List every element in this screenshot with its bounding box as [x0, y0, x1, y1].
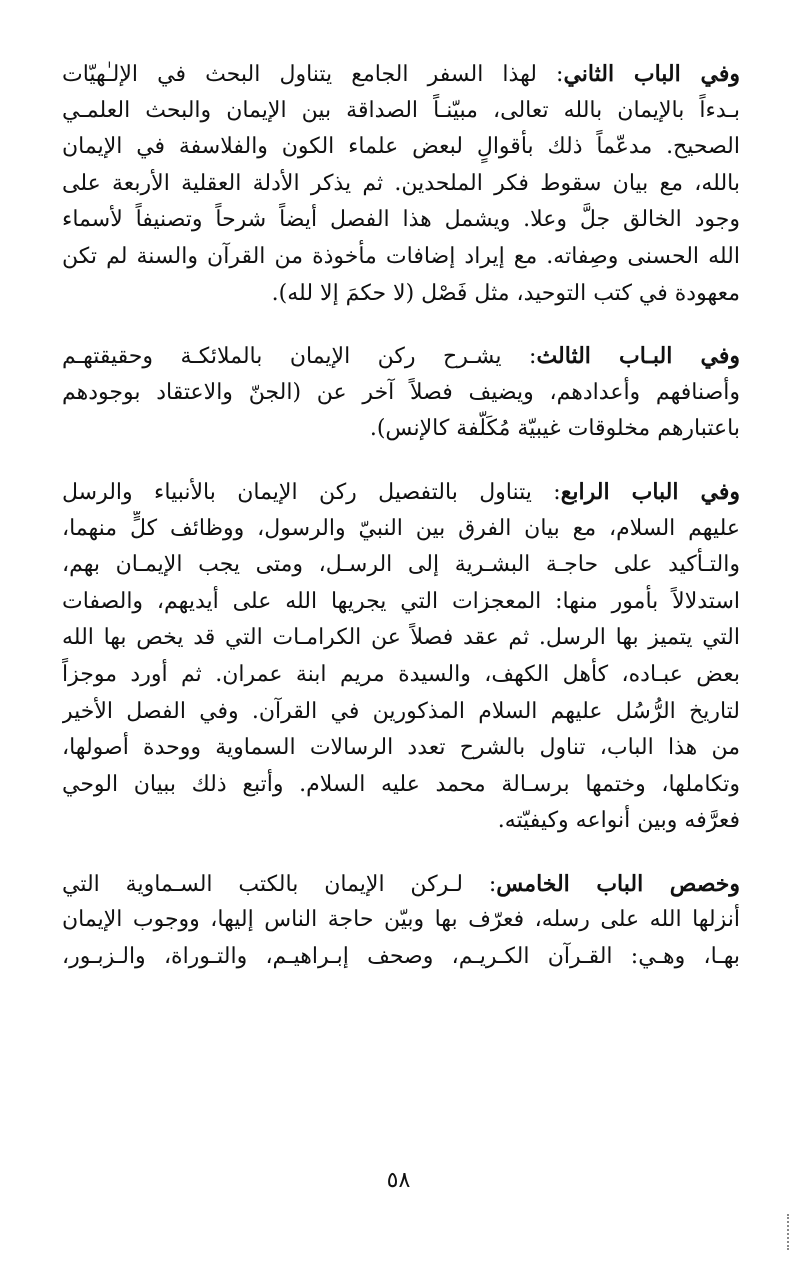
page-number: ٥٨	[386, 1168, 411, 1193]
text-line: أنزلها الله على رسله، فعرّف بها وبيّن حاجة الناس إليها، ووجوب الإيمان	[62, 907, 740, 933]
paragraph-lead: وفي الباب الثاني	[563, 61, 740, 87]
text-line: وتكاملها، وختمها برسـالة محمد عليه السلام. وأتبع ذلك ببيان الوحي	[62, 771, 740, 797]
text-line: استدلالاً بأمور منها: المعجزات التي يجريها الله على أيديهم، والصفات	[62, 588, 740, 614]
line-text: : يشـرح ركن الإيمان بالملائكـة وحقيقتهـم	[62, 344, 537, 370]
text-line: الصحيح. مدعّماً ذلك بأقوالٍ لبعض علماء الكون والفلاسفة في الإيمان	[62, 134, 740, 160]
text-line	[62, 56, 740, 93]
text-line: التي يتميز بها الرسل. ثم عقد فصلاً عن الكرامـات التي قد يخص بها الله	[62, 625, 740, 651]
line-text: : لهذا السفر الجامع يتناول البحث في الإلـٰهيّات	[62, 62, 564, 87]
paragraph-chapter-4	[62, 474, 740, 840]
text-line: من هذا الباب، تناول بالشرح تعدد الرسالات السماوية ووحدة أصولها،	[62, 735, 740, 761]
text-line: وجود الخالق جلَّ وعلا. ويشمل هذا الفصل أيضاً شرحاً وتصنيفاً لأسماء	[62, 207, 740, 233]
page-edge-mark	[783, 1214, 789, 1250]
paragraph-lead: وفي البـاب الثالث	[536, 343, 740, 370]
text-line: الله الحسنى وصِفاته. مع إيراد إضافات مأخوذة من القرآن والسنة لم تكن	[62, 243, 740, 269]
book-page	[62, 56, 740, 1002]
text-line: بـدءاً بالإيمان بالله تعالى، مبيّنـاً الصداقة بين الإيمان والبحث العلمـي	[62, 97, 740, 123]
paragraph-chapter-3	[62, 338, 740, 448]
paragraph-lead: وفي الباب الرابع	[560, 478, 740, 505]
text-line	[62, 338, 740, 375]
text-line: بعض عبـاده، كأهل الكهف، والسيدة مريم ابنة عمران. ثم أورد موجزاً	[62, 661, 740, 687]
text-line	[62, 866, 740, 903]
line-text: : لـركن الإيمان بالكتب السـماوية التي	[62, 871, 497, 897]
text-line: باعتبارهم مخلوقات غيبيّة مُكَلَّفة كالإنس).	[369, 416, 740, 442]
text-line	[62, 474, 740, 511]
line-text: : يتناول بالتفصيل ركن الإيمان بالأنبياء والرسل	[62, 479, 561, 505]
text-line: بالله، مع بيان سقوط فكر الملحدين. ثم يذكر الأدلة العقلية الأربعة على	[62, 170, 740, 196]
text-line: معهودة في كتب التوحيد، مثل فَصْل (لا حكمَ إلا لله).	[271, 280, 740, 306]
paragraph-chapter-2	[62, 56, 740, 312]
text-line: عليهم السلام، مع بيان الفرق بين النبيّ والرسول، ووظائف كلٍّ منهما،	[62, 515, 740, 541]
text-line: والتـأكيد على حاجـة البشـرية إلى الرسـل، ومتى يجب الإيمـان بهم،	[62, 552, 740, 578]
text-line: فعرَّفه وبين أنواعه وكيفيّته.	[497, 808, 740, 834]
paragraph-lead: وخصص الباب الخامس	[496, 870, 740, 897]
text-line: وأصنافهم وأعدادهم، ويضيف فصلاً آخر عن (الجنّ والاعتقاد بوجودهم	[62, 379, 740, 405]
paragraph-chapter-5	[62, 866, 740, 976]
text-line: بهـا، وهـي: القـرآن الكـريـم، وصحف إبـراهيـم، والتـوراة، والـزبـور،	[62, 944, 740, 970]
text-line: لتاريخ الرُّسُل عليهم السلام المذكورين في القرآن. وفي الفصل الأخير	[62, 698, 740, 724]
